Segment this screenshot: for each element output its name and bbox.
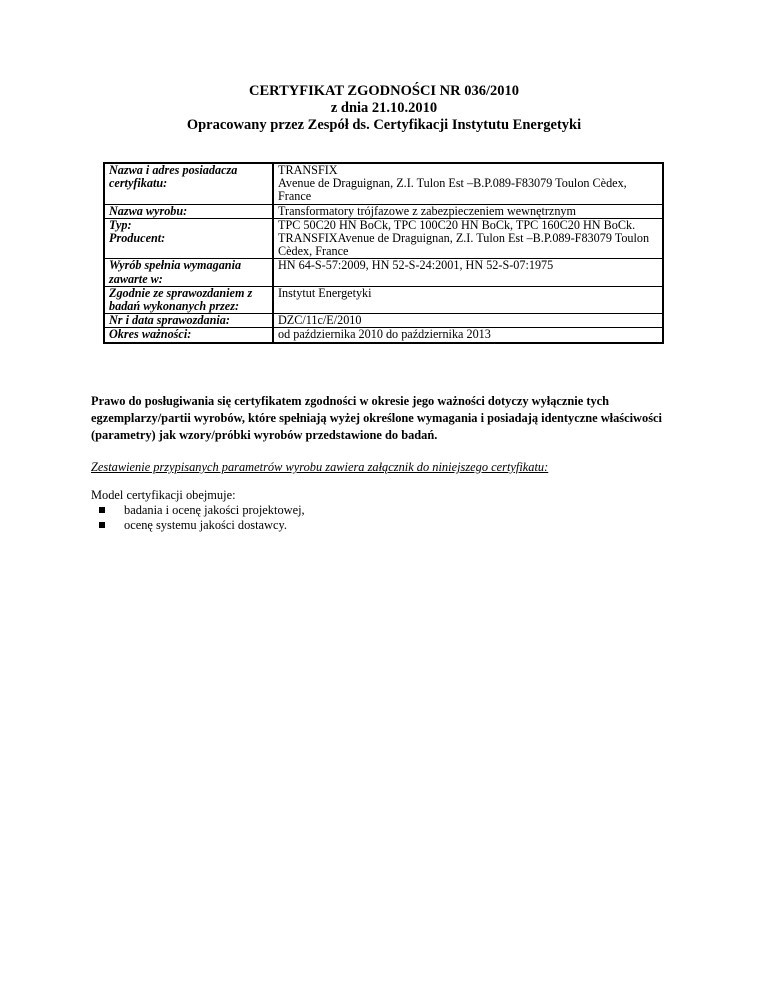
list-item-text: badania i ocenę jakości projektowej, [124,503,305,517]
table-row-report-no [104,314,663,328]
producer-label: Producent: [104,232,273,259]
prepared-by: Opracowany przez Zespół ds. Certyfikacji Instytutu Energetyki [186,117,582,133]
square-bullet-icon [99,522,105,528]
model-intro: Model certyfikacji obejmuje: [91,488,236,502]
type-value: TPC 50C20 HN BoCk, TPC 100C20 HN BoCk, TPC 160C20 HN BoCk. [278,217,636,232]
attachment-note: Zestawienie przypisanych parametrów wyrobu zawiera załącznik do niniejszego certyfikatu: [91,460,549,474]
product-label: Nazwa wyrobu: [104,204,273,218]
certificate-title: CERTYFIKAT ZGODNOŚCI NR 036/2010 [248,83,520,99]
list-item [91,503,691,518]
table-row-holder [104,163,663,204]
producer-value: TRANSFIXAvenue de Draguignan, Z.I. Tulon Est –B.P.089-F83079 Toulon Cèdex, France [273,232,663,259]
certificate-details-table [103,162,664,344]
report-by-value: Instytut Energetyki [273,286,663,313]
list-item-text: ocenę systemu jakości dostawcy. [124,518,287,532]
product-value: Transformatory trójfazowe z zabezpieczeniem wewnętrznym [273,204,663,218]
report-no-label: Nr i data sprawozdania: [104,314,273,328]
model-list [91,503,691,533]
validity-label: Okres ważności: [104,328,273,343]
certification-model [91,488,691,533]
certificate-header [0,83,768,134]
report-by-label: Zgodnie ze sprawozdaniem z badań wykonanych przez: [104,286,273,313]
validity-value: od października 2010 do października 2013 [278,327,491,342]
table-row-type [104,218,663,232]
holder-name: TRANSFIX [278,163,338,177]
table-row-validity [104,328,663,343]
requirements-value: HN 64-S-57:2009, HN 52-S-24:2001, HN 52-S-07:1975 [273,259,663,286]
table-row-requirements [104,259,663,286]
table-row-report-by [104,286,663,313]
table-row-product [104,204,663,218]
certificate-date: z dnia 21.10.2010 [330,100,438,116]
requirements-label: Wyrób spełnia wymagania zawarte w: [104,259,273,286]
type-label: Typ: [104,218,273,232]
square-bullet-icon [99,507,105,513]
holder-value [273,163,663,204]
list-item [91,518,691,533]
usage-rights-notice: Prawo do posługiwania się certyfikatem zgodności w okresie jego ważności dotyczy wyłącznie tych egzemplarzy/partii wyrobów, które spełniają wyżej określone wymagania i posiadają identyczne właściwości (parametry) jak wzory/próbki wyrobów przedstawione do badań. [91,394,662,442]
holder-label: Nazwa i adres posiadacza certyfikatu: [104,163,273,204]
report-no-value: DZC/11c/E/2010 [273,314,663,328]
table-row-producer [104,232,663,259]
holder-address: Avenue de Draguignan, Z.I. Tulon Est –B.P.089-F83079 Toulon Cèdex, France [278,176,627,204]
